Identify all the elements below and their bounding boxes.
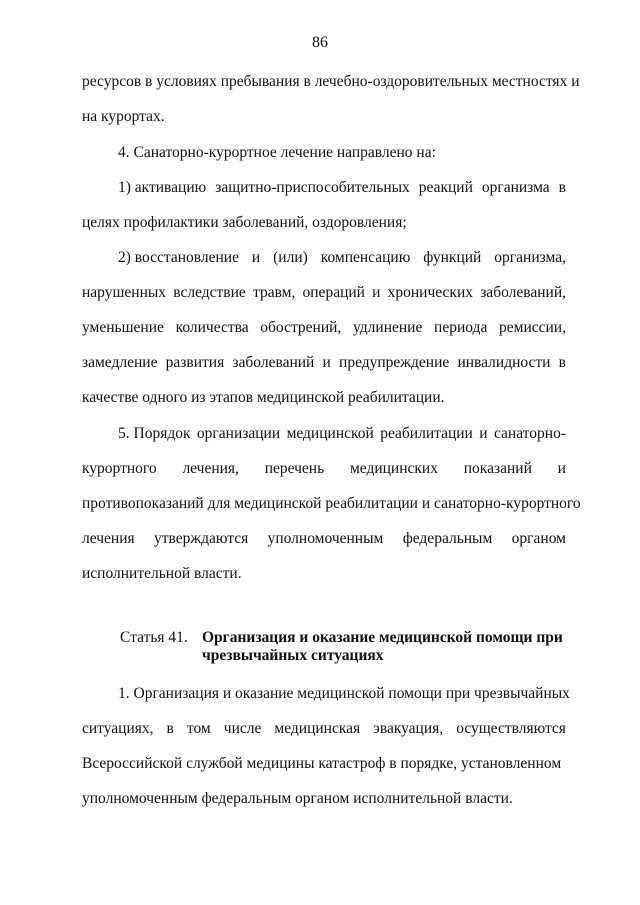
article-41-point-1-line-3: Всероссийской службой медицины катастроф в порядке, установленном (82, 755, 562, 772)
point-5-line-2: курортного лечения, перечень медицинских показаний и (82, 460, 566, 477)
text-line-2: на курортах. (82, 108, 165, 125)
article-41-point-1-line-1: 1. Организация и оказание медицинской помощи при чрезвычайных (118, 685, 570, 702)
point-4: 4. Санаторно-курортное лечение направлено на: (118, 144, 436, 161)
page-number: 86 (312, 34, 328, 51)
point-5-line-5: исполнительной власти. (82, 565, 242, 582)
article-41-point-1-line-4: уполномоченным федеральным органом исполнительной власти. (82, 790, 513, 807)
point-5-line-4: лечения утверждаются уполномоченным федеральным органом (82, 530, 566, 547)
article-41-point-1-line-2: ситуациях, в том числе медицинская эвакуация, осуществляются (82, 720, 566, 737)
subpoint-2-line-4: замедление развития заболеваний и предупреждение инвалидности в (82, 354, 566, 371)
subpoint-1-line-1: 1) активацию защитно-приспособительных реакций организма в (118, 179, 566, 196)
subpoint-2-line-3: уменьшение количества обострений, удлинение периода ремиссии, (82, 319, 566, 336)
subpoint-2-line-1: 2) восстановление и (или) компенсацию функций организма, (118, 249, 566, 266)
article-title-line-1: Организация и оказание медицинской помощи при (202, 629, 563, 646)
text-line-1: ресурсов в условиях пребывания в лечебно-оздоровительных местностях и (82, 73, 580, 90)
point-5-line-1: 5. Порядок организации медицинской реабилитации и санаторно- (118, 425, 566, 442)
article-title-line-2: чрезвычайных ситуациях (202, 647, 384, 664)
subpoint-1-line-2: целях профилактики заболеваний, оздоровления; (82, 214, 407, 231)
point-5-line-3: противопоказаний для медицинской реабилитации и санаторно-курортного (82, 495, 581, 512)
article-label: Статья 41. (120, 629, 188, 646)
article-title (202, 629, 582, 665)
subpoint-2-line-5: качестве одного из этапов медицинской реабилитации. (82, 389, 445, 406)
subpoint-2-line-2: нарушенных вследствие травм, операций и хронических заболеваний, (82, 284, 566, 301)
